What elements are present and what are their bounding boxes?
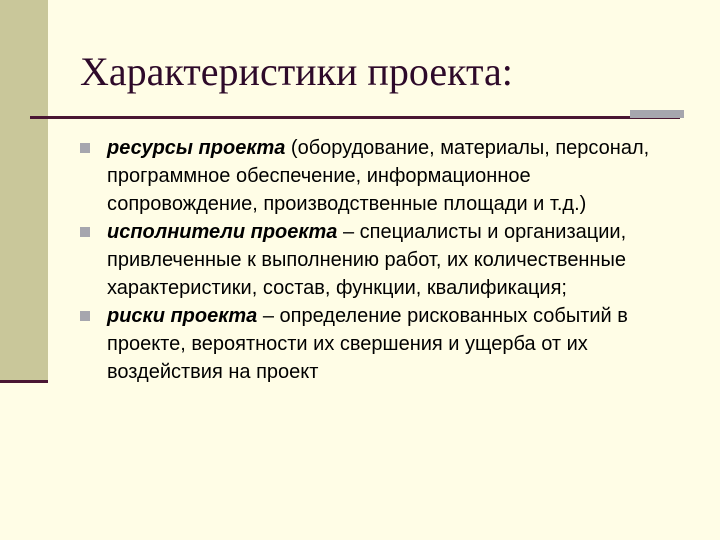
bullet-term: исполнители проекта [107,221,338,243]
side-bar-underline [0,380,48,383]
bullet-term: ресурсы проекта [107,137,286,159]
square-bullet-icon [80,143,90,153]
bullet-item-executors [80,218,680,302]
bullet-item-resources [80,134,680,218]
bullet-item-risks [80,302,680,386]
bullet-text: – специалисты и организации, привлеченные к выполнению работ, их количественные характеристики, состав, функции, квалификация; [107,221,627,299]
bullet-text: (оборудование, материалы, персонал, программное обеспечение, информационное сопровождение, производственные площади и т.д.) [107,137,650,215]
title-divider-accent [630,110,684,118]
square-bullet-icon [80,227,90,237]
bullet-text: – определение рискованных событий в проекте, вероятности их свершения и ущерба от их воздействия на проект [107,305,628,383]
decorative-side-bar [0,0,48,380]
bullet-list [80,134,680,386]
square-bullet-icon [80,311,90,321]
title-divider [30,116,680,119]
bullet-term: риски проекта [107,305,258,327]
slide-title: Характеристики проекта: [80,49,513,94]
